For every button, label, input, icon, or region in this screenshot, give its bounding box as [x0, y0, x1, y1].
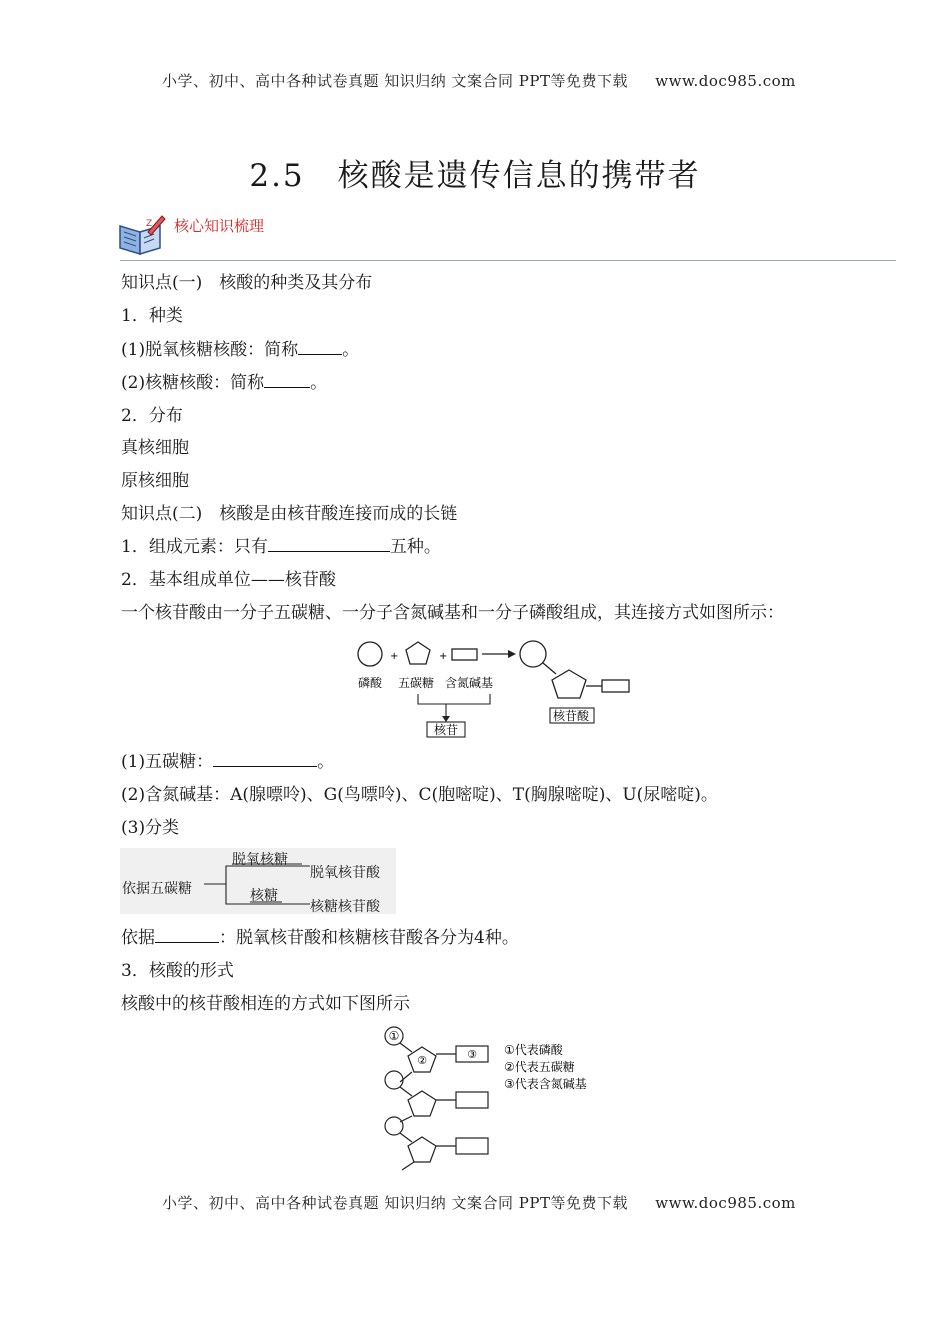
blank-dna[interactable]: [298, 338, 342, 355]
legend-1: ①代表磷酸: [504, 1043, 563, 1057]
nucleotide-phosphate: [520, 641, 546, 667]
footer-text: 小学、初中、高中各种试卷真题 知识归纳 文案合同 PPT等免费下载: [162, 1194, 628, 1212]
svg-text:+: +: [439, 651, 448, 662]
nucleotide-chain-diagram: [372, 1022, 612, 1174]
label-ribo-nucleotide: 核糖核苷酸: [310, 899, 380, 915]
label-deoxy-nucleotide: 脱氧核苷酸: [310, 865, 380, 881]
blank-elements[interactable]: [268, 535, 390, 552]
line-elements: [121, 535, 441, 559]
label-deoxyribose: 脱氧核糖: [232, 852, 288, 868]
sugar-pentagon: [406, 642, 430, 664]
unit3-phosphate: [385, 1117, 403, 1135]
marker-3: ③: [467, 1048, 477, 1061]
phosphate-circle: [358, 642, 382, 666]
header-banner: [162, 70, 796, 91]
line-basis-pre: 依据: [121, 928, 155, 948]
line-rna-pre: (2)核糖核酸：简称: [121, 373, 265, 393]
marker-2: ②: [417, 1054, 427, 1067]
line-elements-post: 五种。: [389, 537, 441, 557]
label-sugar: 五碳糖: [398, 676, 435, 690]
line-dna-post: 。: [342, 340, 360, 360]
line-basis: [121, 926, 519, 950]
knowledge-point-1: 知识点(一) 核酸的种类及其分布: [121, 273, 373, 293]
section-label: 核心知识梳理: [174, 217, 265, 235]
section-divider: [120, 260, 896, 261]
classification-box: [120, 848, 396, 914]
blank-pentose[interactable]: [213, 750, 317, 767]
line-pentose-pre: (1)五碳糖：: [121, 752, 214, 772]
line-prokaryote: 原核细胞: [121, 471, 189, 491]
line-eukaryote: 真核细胞: [121, 438, 189, 458]
label-phosphate: 磷酸: [358, 676, 383, 690]
unit3-sugar: [408, 1137, 436, 1162]
nucleotide-sugar: [552, 670, 586, 698]
line-classification: (3)分类: [121, 818, 180, 838]
blank-basis[interactable]: [155, 926, 219, 943]
nucleotide-base: [602, 680, 629, 692]
line-dna: [121, 338, 359, 362]
marker-1: ①: [388, 1029, 400, 1043]
unit2-sugar: [408, 1091, 436, 1116]
subheading-unit: 2．基本组成单位——核苷酸: [121, 570, 336, 590]
label-nucleoside: 核苷: [434, 723, 459, 737]
line-unit-desc: 一个核苷酸由一分子五碳糖、一分子含氮碱基和一分子磷酸组成，其连接方式如图所示：: [121, 603, 784, 623]
line-pentose-post: 。: [317, 752, 335, 772]
line-basis-post: ：脱氧核苷酸和核糖核苷酸各分为4种。: [219, 928, 519, 948]
unit2-phosphate: [385, 1071, 403, 1089]
header-text: 小学、初中、高中各种试卷真题 知识归纳 文案合同 PPT等免费下载: [162, 72, 628, 90]
unit3-base: [456, 1138, 488, 1154]
base-rect: [452, 649, 477, 660]
svg-text:Z: Z: [146, 219, 153, 229]
label-nucleotide: 核苷酸: [553, 709, 590, 723]
header-url[interactable]: www.doc985.com: [655, 72, 796, 90]
subheading-forms: 3．核酸的形式: [121, 961, 234, 981]
svg-text:+: +: [390, 651, 399, 662]
line-rna-post: 。: [310, 373, 328, 393]
line-forms-desc: 核酸中的核苷酸相连的方式如下图所示: [121, 994, 410, 1014]
subheading-distribution: 2．分布: [121, 406, 183, 426]
footer-url[interactable]: www.doc985.com: [655, 1194, 796, 1212]
unit2-base: [456, 1092, 488, 1108]
book-icon: [116, 212, 168, 256]
nucleotide-diagram: [350, 634, 640, 742]
label-basis: 依据五碳糖: [122, 881, 192, 897]
arrow-head: [508, 650, 516, 658]
line-pentose: [121, 750, 334, 774]
legend-2: ②代表五碳糖: [504, 1060, 575, 1074]
page-title: 2.5 核酸是遗传信息的携带者: [249, 158, 701, 194]
subheading-types: 1．种类: [121, 306, 183, 326]
line-elements-pre: 1．组成元素：只有: [121, 537, 268, 557]
line-bases: (2)含氮碱基：A(腺嘌呤)、G(鸟嘌呤)、C(胞嘧啶)、T(胸腺嘧啶)、U(尿嘧啶)。: [121, 785, 718, 805]
label-ribose: 核糖: [250, 888, 278, 904]
footer-banner: [162, 1192, 796, 1213]
label-base: 含氮碱基: [445, 676, 494, 690]
blank-rna[interactable]: [264, 371, 310, 388]
line-dna-pre: (1)脱氧核糖核酸：简称: [121, 340, 299, 360]
knowledge-point-2: 知识点(二) 核酸是由核苷酸连接而成的长链: [121, 504, 458, 524]
line-rna: [121, 371, 327, 395]
legend-3: ③代表含氮碱基: [504, 1077, 587, 1091]
